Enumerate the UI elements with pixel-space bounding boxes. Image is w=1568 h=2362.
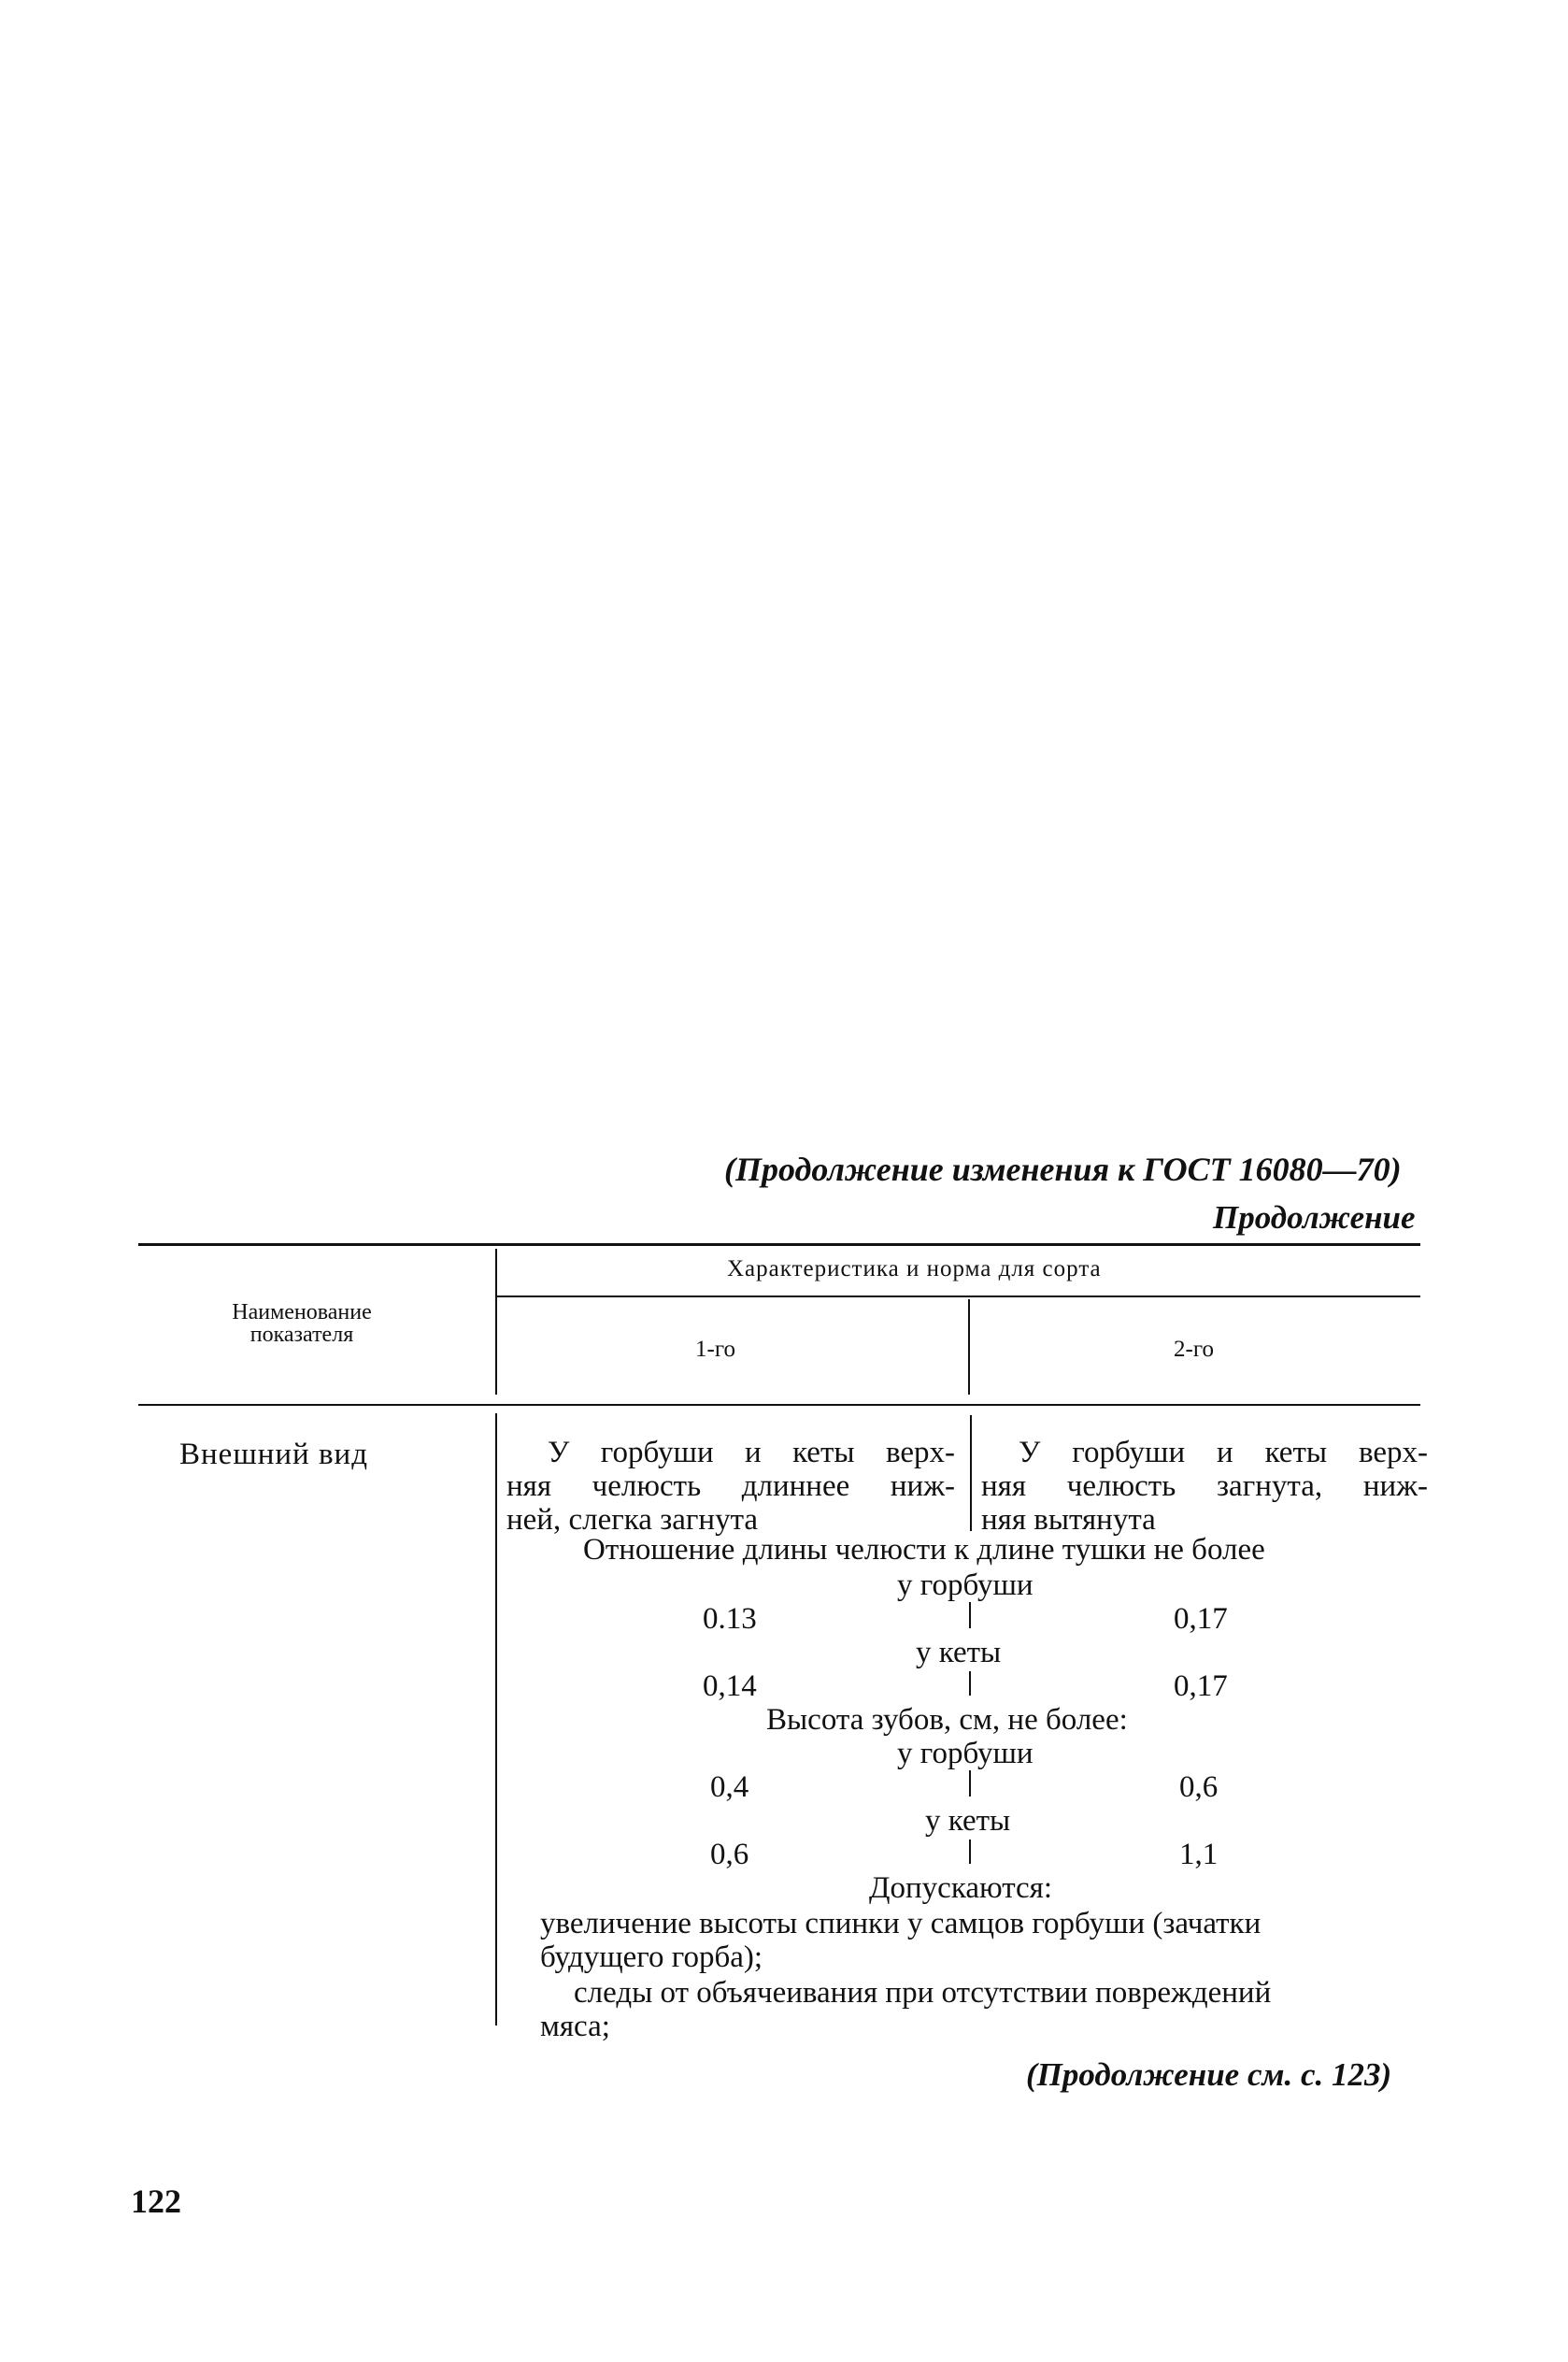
ratio-keta-grade1: 0,14 (703, 1669, 757, 1703)
grade2-header: 2-го (1174, 1337, 1214, 1362)
allowed-item-1-line1: увеличение высоты спинки у самцов горбуши (зачатки (540, 1907, 1262, 1940)
grade1-header: 1-го (695, 1337, 735, 1362)
teeth-gorbusha-label: у горбуши (897, 1737, 1033, 1770)
table-body-left-divider (495, 1413, 497, 2026)
ratio-title: Отношение длины челюсти к длине тушки не более (583, 1533, 1265, 1567)
allowed-item-1-line2: будущего горба); (540, 1940, 763, 1974)
ratio-keta-divider (969, 1671, 971, 1696)
grade1-line2: няя челюсть длиннее ниж- (506, 1469, 955, 1503)
table-header-left-divider (495, 1249, 497, 1395)
grade1-description (506, 1436, 955, 1537)
teeth-gorbusha-grade2: 0,6 (1179, 1770, 1219, 1804)
indicator-name-header (213, 1301, 391, 1346)
teeth-gorbusha-divider (969, 1770, 971, 1797)
ratio-gorbusha-divider (969, 1602, 971, 1628)
allowed-title: Допускаются: (869, 1871, 1053, 1905)
table-top-rule (138, 1243, 1420, 1246)
teeth-keta-grade1: 0,6 (710, 1838, 749, 1871)
header-continuation: (Продолжение изменения к ГОСТ 16080—70) (724, 1151, 1402, 1188)
ratio-keta-label: у кеты (916, 1636, 1002, 1669)
grade2-line1: У горбуши и кеты верх- (1019, 1436, 1428, 1469)
grade-description-divider (970, 1415, 972, 1531)
ratio-gorbusha-grade2: 0,17 (1174, 1602, 1228, 1636)
grade2-description (981, 1436, 1428, 1537)
grade2-line3: няя вытянута (981, 1503, 1156, 1537)
grade1-line3: ней, слегка загнута (506, 1503, 759, 1537)
allowed-item-2-line2: мяса; (540, 2010, 610, 2043)
teeth-gorbusha-grade1: 0,4 (710, 1770, 749, 1804)
grade-group-title: Характеристика и норма для сорта (727, 1256, 1102, 1281)
indicator-name-line1: Наименование (232, 1300, 372, 1324)
section-label: Продолжение (1213, 1199, 1416, 1236)
page-number: 122 (131, 2183, 181, 2220)
ratio-keta-grade2: 0,17 (1174, 1669, 1228, 1703)
allowed-item-2-line1: следы от объячеивания при отсутствии повреждений (574, 1976, 1272, 2010)
footer-continuation: (Продолжение см. с. 123) (1026, 2056, 1392, 2093)
teeth-title: Высота зубов, см, не более: (766, 1703, 1128, 1737)
indicator-appearance: Внешний вид (179, 1438, 368, 1471)
teeth-keta-divider (969, 1839, 971, 1864)
teeth-keta-grade2: 1,1 (1179, 1838, 1219, 1871)
ratio-gorbusha-label: у горбуши (897, 1568, 1033, 1602)
ratio-gorbusha-grade1: 0.13 (703, 1602, 757, 1636)
indicator-name-line2: показателя (249, 1323, 354, 1347)
table-header-grade-divider (968, 1299, 970, 1395)
table-header-bottom-rule (138, 1404, 1420, 1406)
grade1-line1: У горбуши и кеты верх- (548, 1436, 955, 1469)
grade2-line2: няя челюсть загнута, ниж- (981, 1469, 1428, 1503)
grade-group-rule (497, 1296, 1420, 1297)
teeth-keta-label: у кеты (925, 1804, 1011, 1838)
